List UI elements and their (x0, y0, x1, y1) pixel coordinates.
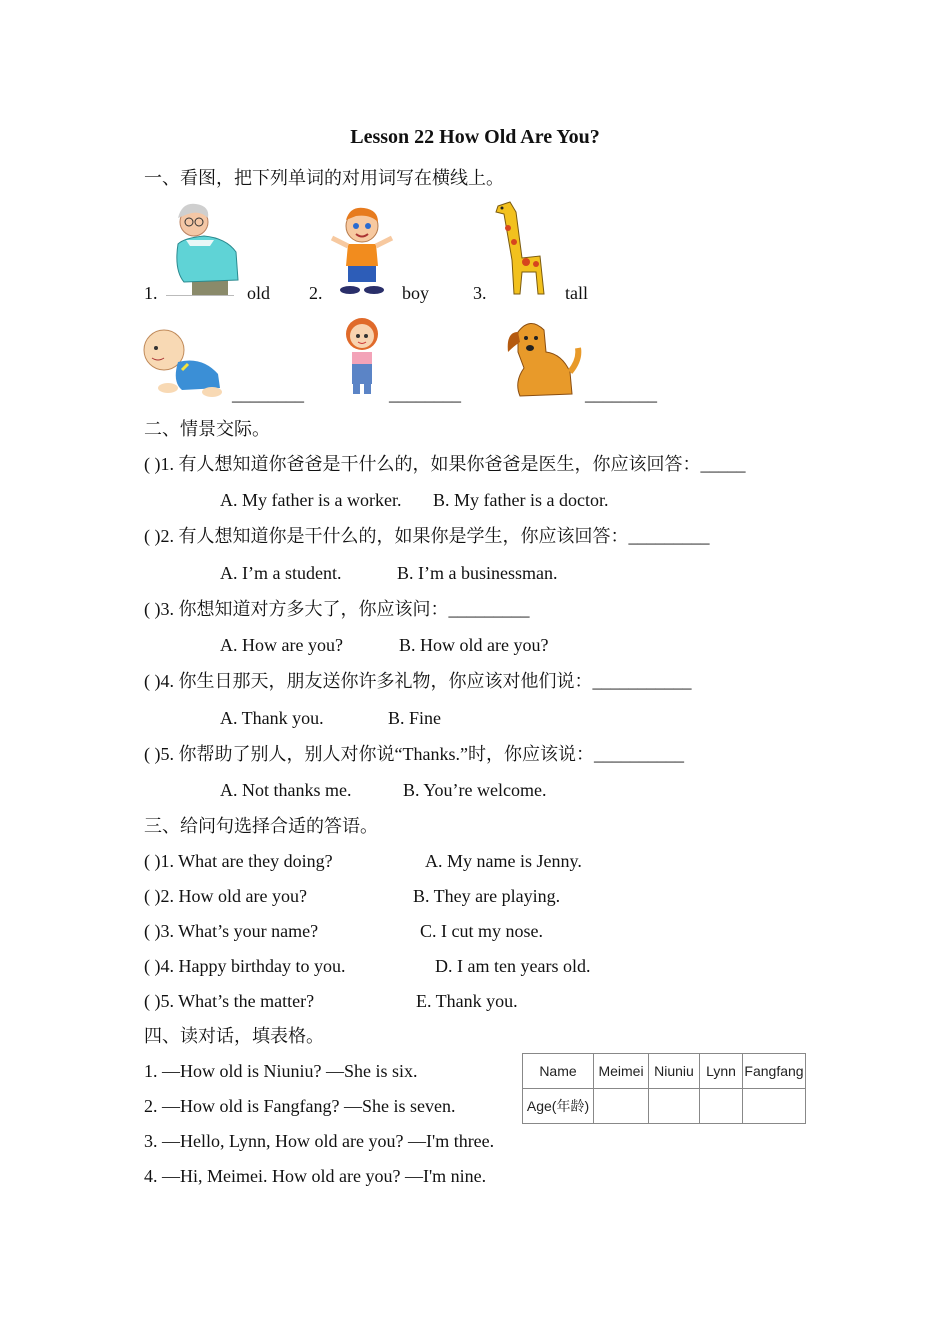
s1-item2-word: boy (402, 283, 429, 303)
s2-q5: ( )5. 你帮助了别人，别人对你说“Thanks.”时，你应该说：__________ (144, 744, 684, 764)
s1-item3-num: 3. (473, 283, 487, 303)
s4-dialogue-1: 1. —How old is Niuniu? —She is six. (144, 1061, 418, 1081)
s2-q2-option-b: B. I’m a businessman. (397, 563, 558, 583)
s3-q5: ( )5. What’s the matter? (144, 991, 315, 1011)
s2-q4: ( )4. 你生日那天，朋友送你许多礼物，你应该对他们说：___________ (144, 671, 692, 691)
table-header-name: Name (523, 1054, 594, 1089)
table-age-row (523, 1089, 806, 1124)
s2-q1: ( )1. 有人想知道你爸爸是干什么的，如果你爸爸是医生，你应该回答：_____ (144, 454, 746, 474)
dog-icon (500, 312, 582, 400)
girl-icon (336, 314, 388, 398)
s3-answer-b: B. They are playing. (413, 886, 561, 906)
age-cell-meimei[interactable] (594, 1089, 649, 1124)
s3-answer-c: C. I cut my nose. (420, 921, 543, 941)
section1-heading: 一、看图，把下列单词的对用词写在横线上。 (144, 168, 504, 188)
page-title: Lesson 22 How Old Are You? (350, 126, 600, 148)
s3-q1: ( )1. What are they doing? (144, 851, 333, 871)
section3-heading: 三、给问句选择合适的答语。 (144, 816, 378, 836)
age-cell-lynn[interactable] (700, 1089, 743, 1124)
table-header-meimei: Meimei (594, 1054, 649, 1089)
s2-q5-option-b: B. You’re welcome. (403, 780, 547, 800)
s1-item1-blank[interactable] (166, 295, 234, 296)
s3-q3: ( )3. What’s your name? (144, 921, 319, 941)
boy-icon (326, 204, 398, 296)
section2-heading: 二、情景交际。 (144, 419, 270, 439)
s1-item1-word: old (247, 283, 271, 303)
s2-q3-option-a: A. How are you? (220, 635, 343, 655)
s3-q4: ( )4. Happy birthday to you. (144, 956, 346, 976)
s2-q1-option-b: B. My father is a doctor. (433, 490, 609, 510)
s2-q4-option-b: B. Fine (388, 708, 442, 728)
table-header-fangfang: Fangfang (743, 1054, 806, 1089)
table-header-niuniu: Niuniu (649, 1054, 700, 1089)
s3-q2: ( )2. How old are you? (144, 886, 307, 906)
grandmother-icon (164, 200, 244, 300)
baby-icon (142, 326, 226, 398)
s3-answer-a: A. My name is Jenny. (425, 851, 582, 871)
s4-dialogue-2: 2. —How old is Fangfang? —She is seven. (144, 1096, 456, 1116)
table-row-label-age: Age(年龄) (523, 1089, 594, 1124)
age-cell-niuniu[interactable] (649, 1089, 700, 1124)
s1-item4-blank[interactable]: ________ (232, 384, 304, 404)
s4-dialogue-3: 3. —Hello, Lynn, How old are you? —I'm three. (144, 1131, 495, 1151)
s3-answer-e: E. Thank you. (416, 991, 518, 1011)
s3-answer-d: D. I am ten years old. (435, 956, 591, 976)
s4-dialogue-4: 4. —Hi, Meimei. How old are you? —I'm nine. (144, 1166, 487, 1186)
s1-item2-num: 2. (309, 283, 323, 303)
s1-item1-num: 1. (144, 283, 158, 303)
s1-item6-blank[interactable]: ________ (585, 384, 657, 404)
s2-q2: ( )2. 有人想知道你是干什么的，如果你是学生，你应该回答：_________ (144, 526, 710, 546)
s1-item3-word: tall (565, 283, 588, 303)
section4-heading: 四、读对话，填表格。 (144, 1026, 324, 1046)
s2-q2-option-a: A. I’m a student. (220, 563, 342, 583)
s2-q5-option-a: A. Not thanks me. (220, 780, 352, 800)
s2-q3-option-b: B. How old are you? (399, 635, 549, 655)
table-header-row (523, 1054, 806, 1089)
table-header-lynn: Lynn (700, 1054, 743, 1089)
s2-q1-option-a: A. My father is a worker. (220, 490, 402, 510)
s2-q3: ( )3. 你想知道对方多大了，你应该问：_________ (144, 599, 530, 619)
age-cell-fangfang[interactable] (743, 1089, 806, 1124)
s1-item5-blank[interactable]: ________ (389, 384, 461, 404)
giraffe-icon (488, 198, 558, 298)
age-table (522, 1053, 806, 1124)
s2-q4-option-a: A. Thank you. (220, 708, 324, 728)
